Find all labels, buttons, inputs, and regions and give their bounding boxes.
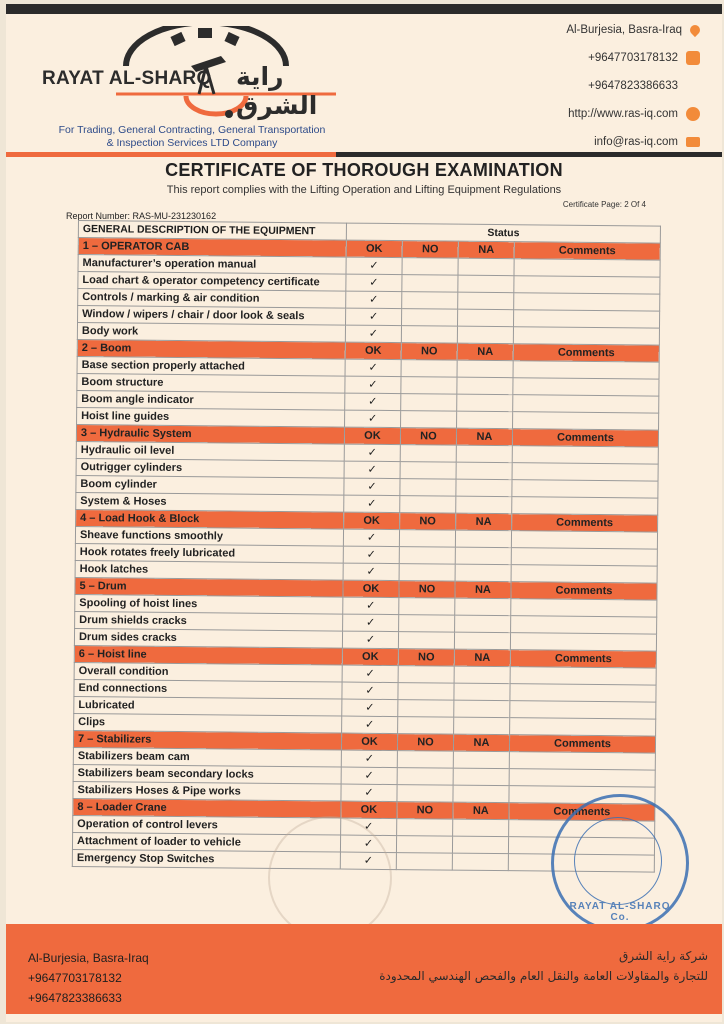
ok-column-header: OK xyxy=(341,733,397,751)
na-column-header: NA xyxy=(454,649,510,667)
globe-icon xyxy=(686,107,700,121)
comments-cell xyxy=(511,531,657,549)
item-description: Stabilizers Hoses & Pipe works xyxy=(73,781,341,801)
no-column-header: NO xyxy=(397,802,453,820)
general-description-header: GENERAL DESCRIPTION OF THE EQUIPMENT xyxy=(78,221,346,241)
item-description: Clips xyxy=(74,713,342,733)
item-description: Body work xyxy=(77,323,345,343)
comments-column-header: Comments xyxy=(512,429,658,447)
na-cell xyxy=(455,530,511,548)
no-cell xyxy=(402,275,458,293)
no-column-header: NO xyxy=(398,649,454,667)
comments-cell xyxy=(512,497,658,515)
contact-address: Al-Burjesia, Basra-Iraq xyxy=(480,16,700,44)
na-cell xyxy=(456,462,512,480)
item-description: Drum shields cracks xyxy=(75,611,343,631)
no-cell xyxy=(398,717,454,735)
no-cell xyxy=(400,496,456,514)
comments-cell xyxy=(510,701,656,719)
na-column-header: NA xyxy=(453,734,509,752)
na-column-header: NA xyxy=(456,513,512,531)
item-description: Load chart & operator competency certificate xyxy=(78,272,346,292)
section-title: 8 – Loader Crane xyxy=(73,798,341,818)
item-description: Stabilizers beam cam xyxy=(73,747,341,767)
item-description: Drum sides cracks xyxy=(74,628,342,648)
no-cell xyxy=(399,598,455,616)
na-cell xyxy=(453,785,509,803)
comments-column-header: Comments xyxy=(513,344,659,362)
check-mark-icon: ✓ xyxy=(344,444,400,462)
item-description: Boom structure xyxy=(77,373,345,393)
no-column-header: NO xyxy=(401,343,457,361)
contact-list xyxy=(480,16,700,156)
item-description: Window / wipers / chair / door look & seals xyxy=(78,306,346,326)
na-cell xyxy=(454,700,510,718)
embossed-seal xyxy=(268,816,392,940)
company-stamp xyxy=(551,794,689,932)
contact-website xyxy=(480,100,700,128)
comments-cell xyxy=(509,752,655,770)
item-description: Stabilizers beam secondary locks xyxy=(73,764,341,784)
ok-column-header: OK xyxy=(342,648,398,666)
phone-icon xyxy=(686,51,700,65)
comments-cell xyxy=(513,310,659,328)
no-column-header: NO xyxy=(402,241,458,259)
footer-contact: Al-Burjesia, Basra-Iraq +9647703178132 +9647823386633 xyxy=(28,951,149,1005)
check-mark-icon: ✓ xyxy=(345,359,401,377)
check-mark-icon: ✓ xyxy=(341,818,397,836)
item-description: Hydraulic oil level xyxy=(76,441,344,461)
comments-cell xyxy=(509,769,655,787)
comments-column-header: Comments xyxy=(511,582,657,600)
no-cell xyxy=(396,836,452,854)
comments-cell xyxy=(513,412,659,430)
no-cell xyxy=(401,377,457,395)
check-mark-icon: ✓ xyxy=(343,546,399,564)
item-description: Boom angle indicator xyxy=(77,390,345,410)
section-title: 7 – Stabilizers xyxy=(73,730,341,750)
no-cell xyxy=(397,751,453,769)
check-mark-icon: ✓ xyxy=(345,376,401,394)
section-title: 2 – Boom xyxy=(77,339,345,359)
comments-column-header: Comments xyxy=(510,650,656,668)
footer-company-arabic: شركة راية الشرق للتجارة والمقاولات العامة والنقل العام والفحص الهندسي المحدودة xyxy=(379,949,708,983)
no-cell xyxy=(398,700,454,718)
check-mark-icon: ✓ xyxy=(344,478,400,496)
check-mark-icon: ✓ xyxy=(342,682,398,700)
check-mark-icon: ✓ xyxy=(342,665,398,683)
logo-text-ar: راية الشرق xyxy=(236,62,318,120)
no-cell xyxy=(396,853,452,871)
certificate-title: CERTIFICATE OF THOROUGH EXAMINATION xyxy=(165,160,563,180)
item-description: Outrigger cylinders xyxy=(76,458,344,478)
certificate-subtitle: This report complies with the Lifting Operation and Lifting Equipment Regulations xyxy=(166,184,562,196)
na-cell xyxy=(456,445,512,463)
item-description: Operation of control levers xyxy=(73,815,341,835)
na-cell xyxy=(455,598,511,616)
na-column-header: NA xyxy=(455,581,511,599)
na-cell xyxy=(454,666,510,684)
na-cell xyxy=(454,632,510,650)
na-cell xyxy=(453,751,509,769)
comments-cell xyxy=(513,327,659,345)
item-description: Spooling of hoist lines xyxy=(75,594,343,614)
check-mark-icon: ✓ xyxy=(342,631,398,649)
check-mark-icon: ✓ xyxy=(342,716,398,734)
item-description: Sheave functions smoothly xyxy=(75,526,343,546)
certificate-page-number: Certificate Page: 2 Of 4 xyxy=(562,200,646,209)
no-cell xyxy=(398,666,454,684)
item-description: Emergency Stop Switches xyxy=(72,849,340,869)
comments-column-header: Comments xyxy=(512,514,658,532)
item-description: Hoist line guides xyxy=(77,407,345,427)
na-column-header: NA xyxy=(453,802,509,820)
item-description: Hook rotates freely lubricated xyxy=(75,543,343,563)
comments-cell xyxy=(512,480,658,498)
check-mark-icon: ✓ xyxy=(341,750,397,768)
na-column-header: NA xyxy=(458,241,514,259)
company-logo xyxy=(36,26,356,131)
check-mark-icon: ✓ xyxy=(345,325,401,343)
section-title: 5 – Drum xyxy=(75,577,343,597)
check-mark-icon: ✓ xyxy=(344,461,400,479)
na-cell xyxy=(453,768,509,786)
no-cell xyxy=(402,292,458,310)
no-cell xyxy=(397,768,453,786)
comments-cell xyxy=(511,548,657,566)
no-cell xyxy=(398,683,454,701)
email-link[interactable]: info@ras-iq.com xyxy=(594,136,678,148)
no-cell xyxy=(399,564,455,582)
check-mark-icon: ✓ xyxy=(343,529,399,547)
item-description: Controls / marking & air condition xyxy=(78,289,346,309)
item-description: Overall condition xyxy=(74,662,342,682)
comments-column-header: Comments xyxy=(509,803,655,821)
ok-column-header: OK xyxy=(346,240,402,258)
no-cell xyxy=(402,258,458,276)
check-mark-icon: ✓ xyxy=(346,308,402,326)
section-title: 1 – OPERATOR CAB xyxy=(78,238,346,258)
no-cell xyxy=(401,411,457,429)
check-mark-icon: ✓ xyxy=(341,784,397,802)
na-cell xyxy=(458,258,514,276)
na-cell xyxy=(452,836,508,854)
na-cell xyxy=(457,394,513,412)
no-column-header: NO xyxy=(400,428,456,446)
na-cell xyxy=(458,275,514,293)
na-cell xyxy=(455,564,511,582)
ok-column-header: OK xyxy=(341,801,397,819)
item-description: System & Hoses xyxy=(76,492,344,512)
header-divider-dark xyxy=(336,152,722,157)
comments-cell xyxy=(510,633,656,651)
check-mark-icon: ✓ xyxy=(343,597,399,615)
check-mark-icon: ✓ xyxy=(346,274,402,292)
comments-cell xyxy=(510,667,656,685)
contact-phone-1: +9647703178132 xyxy=(480,44,700,72)
comments-cell xyxy=(511,599,657,617)
footer-band xyxy=(6,924,722,1014)
no-cell xyxy=(398,632,454,650)
contact-phone-2: +9647823386633 xyxy=(588,80,678,92)
no-cell xyxy=(402,309,458,327)
check-mark-icon: ✓ xyxy=(345,410,401,428)
no-cell xyxy=(397,819,453,837)
check-mark-icon: ✓ xyxy=(340,852,396,870)
na-cell xyxy=(453,819,509,837)
ok-column-header: OK xyxy=(345,342,401,360)
no-column-header: NO xyxy=(397,734,453,752)
ok-column-header: OK xyxy=(344,427,400,445)
comments-cell xyxy=(513,378,659,396)
na-cell xyxy=(457,309,513,327)
no-cell xyxy=(399,547,455,565)
item-description: Lubricated xyxy=(74,696,342,716)
check-mark-icon: ✓ xyxy=(346,291,402,309)
comments-cell xyxy=(514,293,660,311)
ok-column-header: OK xyxy=(343,580,399,598)
na-cell xyxy=(458,292,514,310)
no-cell xyxy=(399,615,455,633)
logo-text-en: RAYAT AL-SHARQ xyxy=(42,68,212,89)
item-description: Base section properly attached xyxy=(77,356,345,376)
na-cell xyxy=(456,479,512,497)
check-mark-icon: ✓ xyxy=(345,393,401,411)
item-description: Manufacturer’s operation manual xyxy=(78,255,346,275)
na-cell xyxy=(455,615,511,633)
check-mark-icon: ✓ xyxy=(342,699,398,717)
comments-cell xyxy=(510,718,656,736)
na-cell xyxy=(452,853,508,871)
company-tagline: For Trading, General Contracting, General Transportation & Inspection Services LTD Company xyxy=(58,124,326,149)
report-number: Report Number: RAS-MU-231230162 xyxy=(66,211,217,221)
no-cell xyxy=(400,479,456,497)
no-cell xyxy=(400,445,456,463)
na-column-header: NA xyxy=(456,428,512,446)
na-cell xyxy=(457,377,513,395)
status-header: Status xyxy=(346,223,660,243)
item-description: Attachment of loader to vehicle xyxy=(72,832,340,852)
section-title: 4 – Load Hook & Block xyxy=(76,509,344,529)
check-mark-icon: ✓ xyxy=(346,257,402,275)
item-description: Hook latches xyxy=(75,560,343,580)
examination-table xyxy=(72,220,661,873)
no-column-header: NO xyxy=(400,513,456,531)
comments-column-header: Comments xyxy=(509,735,655,753)
no-column-header: NO xyxy=(399,581,455,599)
item-description: Boom cylinder xyxy=(76,475,344,495)
mail-icon xyxy=(686,137,700,147)
comments-cell xyxy=(510,684,656,702)
no-cell xyxy=(401,360,457,378)
na-cell xyxy=(457,411,513,429)
comments-cell xyxy=(513,395,659,413)
item-description: End connections xyxy=(74,679,342,699)
na-column-header: NA xyxy=(457,343,513,361)
no-cell xyxy=(400,462,456,480)
na-cell xyxy=(457,360,513,378)
comments-cell xyxy=(511,616,657,634)
section-title: 6 – Hoist line xyxy=(74,645,342,665)
comments-cell xyxy=(514,259,660,277)
check-mark-icon: ✓ xyxy=(343,614,399,632)
comments-cell xyxy=(511,565,657,583)
na-cell xyxy=(454,717,510,735)
section-title: 3 – Hydraulic System xyxy=(76,424,344,444)
comments-cell xyxy=(512,463,658,481)
ok-column-header: OK xyxy=(344,512,400,530)
location-pin-icon xyxy=(688,23,702,37)
certificate-page xyxy=(6,4,722,1022)
header-divider-orange xyxy=(6,152,336,157)
comments-cell xyxy=(513,361,659,379)
na-cell xyxy=(454,683,510,701)
na-cell xyxy=(455,547,511,565)
no-cell xyxy=(401,394,457,412)
no-cell xyxy=(399,530,455,548)
check-mark-icon: ✓ xyxy=(344,495,400,513)
check-mark-icon: ✓ xyxy=(341,767,397,785)
website-link[interactable]: http://www.ras-iq.com xyxy=(568,108,678,120)
comments-cell xyxy=(512,446,658,464)
na-cell xyxy=(457,326,513,344)
comments-column-header: Comments xyxy=(514,242,660,260)
check-mark-icon: ✓ xyxy=(340,835,396,853)
no-cell xyxy=(397,785,453,803)
top-bar xyxy=(6,4,722,14)
comments-cell xyxy=(514,276,660,294)
check-mark-icon: ✓ xyxy=(343,563,399,581)
no-cell xyxy=(401,326,457,344)
na-cell xyxy=(456,496,512,514)
stamp-text: RAYAT AL-SHARQ Co. xyxy=(569,901,671,923)
